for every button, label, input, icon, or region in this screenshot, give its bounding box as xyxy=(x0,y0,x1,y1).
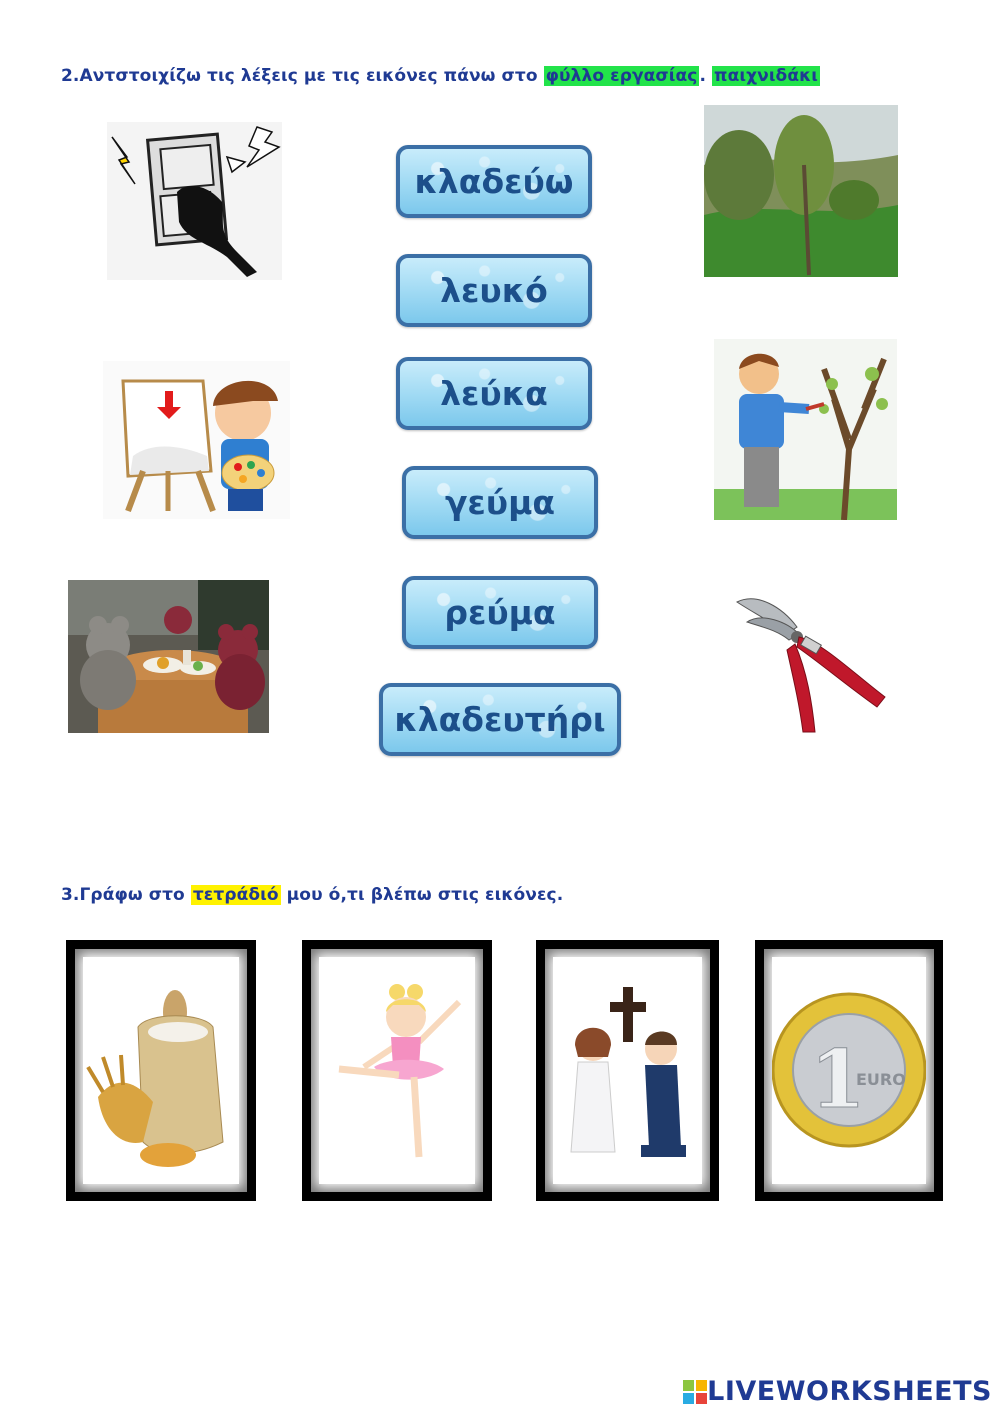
word-card-lefka[interactable]: λεύκα xyxy=(396,357,592,430)
frame-euro-coin xyxy=(755,940,943,1201)
boy-painting-icon xyxy=(103,361,290,519)
word-card-kladeftiri[interactable]: κλαδευτήρι xyxy=(379,683,621,756)
ballerina-icon xyxy=(319,957,475,1184)
word-card-gevma[interactable]: γεύμα xyxy=(402,466,598,539)
instruction-3-prefix: 3.Γράφω στο xyxy=(61,885,191,905)
word-card-revma[interactable]: ρεύμα xyxy=(402,576,598,649)
frame-ballerina xyxy=(302,940,492,1201)
liveworksheets-logo xyxy=(683,1376,992,1407)
poplar-tree-photo xyxy=(704,105,898,277)
separator-text: . xyxy=(699,66,713,86)
electric-socket-icon xyxy=(107,122,282,280)
game-link[interactable]: παιχνιδάκι xyxy=(714,66,819,86)
man-pruning-tree-icon xyxy=(714,339,897,520)
first-communion-icon xyxy=(553,957,702,1184)
word-card-lefko[interactable]: λευκό xyxy=(396,254,592,327)
instruction-2 xyxy=(61,66,820,86)
euro-coin-icon xyxy=(772,957,926,1184)
wheat-sack-icon xyxy=(83,957,239,1184)
pruning-shears-icon xyxy=(727,582,889,737)
instruction-3-suffix: μου ό,τι βλέπω στις εικόνες. xyxy=(280,885,564,905)
notebook-highlight: τετράδιό xyxy=(192,885,279,905)
svg-text:1: 1 xyxy=(810,1032,866,1126)
instruction-3 xyxy=(61,885,563,905)
teddy-bear-meal-photo xyxy=(68,580,269,733)
word-card-kladeuo[interactable]: κλαδεύω xyxy=(396,145,592,218)
frame-wheat-sack xyxy=(66,940,256,1201)
worksheet-link[interactable]: φύλλο εργασίας xyxy=(545,66,698,86)
instruction-2-text: 2.Αντστοιχίζω τις λέξεις με τις εικόνες πάνω στο xyxy=(61,66,544,86)
frame-communion xyxy=(536,940,719,1201)
liveworksheets-logo-text: LIVEWORKSHEETS xyxy=(707,1376,992,1407)
svg-text:EURO: EURO xyxy=(856,1070,906,1089)
liveworksheets-logo-icon xyxy=(683,1380,707,1404)
